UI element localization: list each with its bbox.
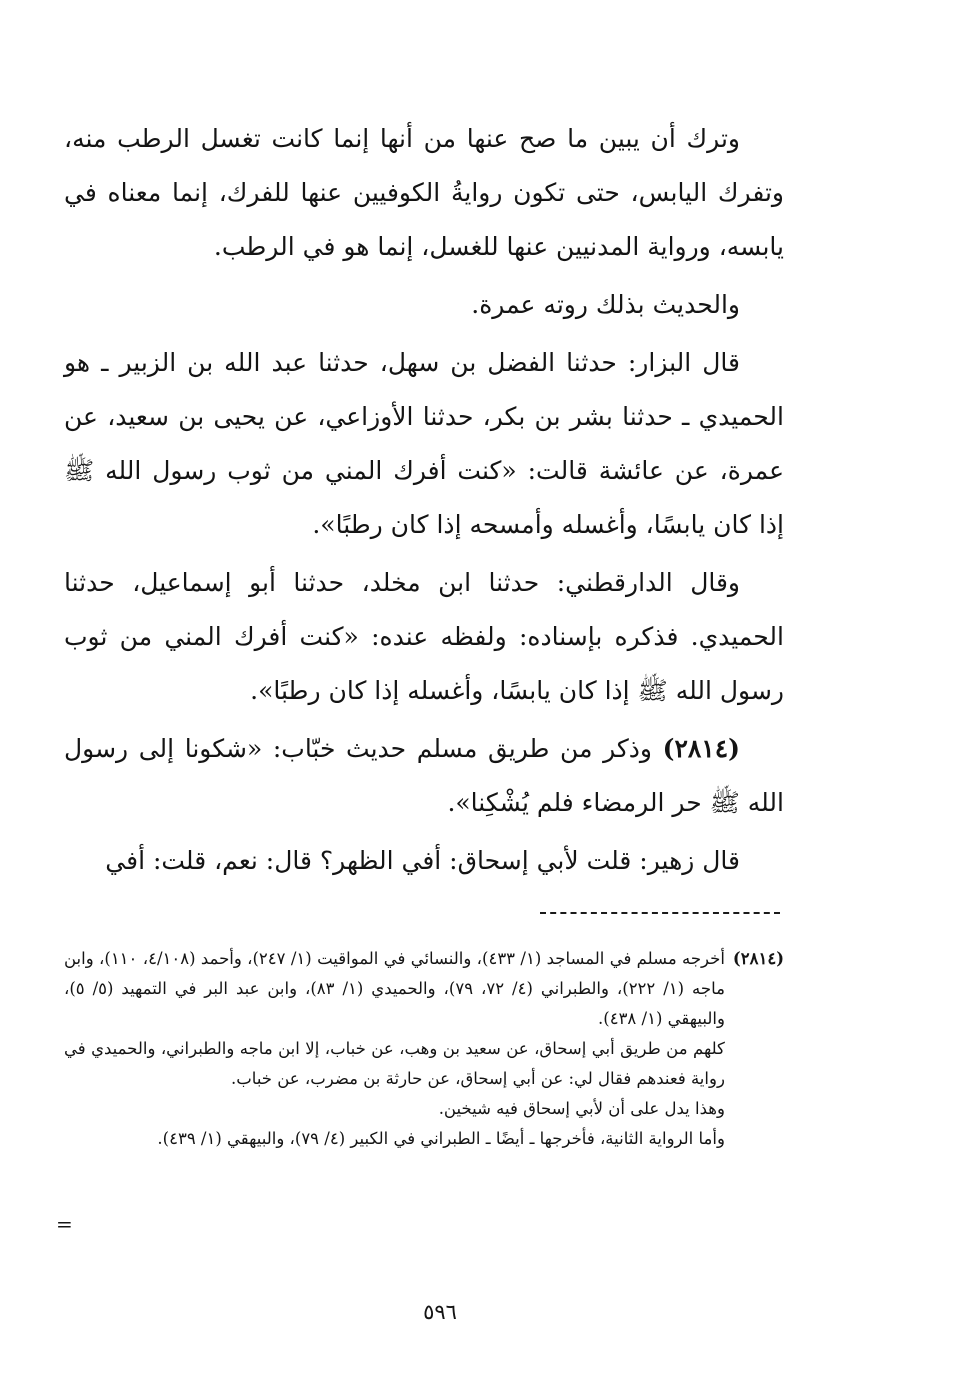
footnotes-section (64, 944, 784, 1154)
paragraph-5-text: وذكر من طريق مسلم حديث خبّاب: «شكونا إلى رسول الله ﷺ حر الرمضاء فلم يُشْكِنا». (64, 734, 784, 817)
footnote-line-2: كلهم من طريق أبي إسحاق، عن سعيد بن وهب، عن خباب، إلا ابن ماجه والطبراني، والحميدي في رواية فعندهم فقال لي: عن أبي إسحاق، عن حارثة بن مضرب، عن خباب. (64, 1039, 725, 1088)
footnote-line-1: أخرجه مسلم في المساجد (١/ ٤٣٣)، والنسائي في المواقيت (١/ ٢٤٧)، وأحمد (٤/١٠٨، ١١٠)، وابن ماجه (١/ ٢٢٢)، والطبراني (٤/ ٧٢، ٧٩)، والحميدي (١/ ٨٣)، وابن عبد البر في التمهيد (٥/ ٥)، والبيهقي (١/ ٤٣٨). (64, 949, 725, 1028)
paragraph-5 (64, 722, 784, 830)
hadith-number: (٢٨١٤) (662, 734, 740, 763)
footnote-2814 (64, 944, 784, 1154)
page-number: ٥٩٦ (423, 1300, 457, 1324)
paragraph-2: والحديث بذلك روته عمرة. (471, 290, 740, 319)
footnote-separator (540, 912, 780, 914)
footnote-body (64, 944, 725, 1154)
footnote-number: (٢٨١٤) (732, 949, 784, 968)
paragraph-4: وقال الدارقطني: حدثنا ابن مخلد، حدثنا أبو إسماعيل، حدثنا الحميدي. فذكره بإسناده: ولفظه عنده: «كنت أفرك المني من ثوب رسول الله ﷺ إذا كان يابسًا، وأغسله إذا كان رطبًا». (64, 568, 784, 705)
continuation-mark: = (56, 1212, 73, 1236)
footnote-line-4: وأما الرواية الثانية، فأخرجها ـ أيضًا ـ الطبراني في الكبير (٤/ ٧٩)، والبيهقي (١/ ٤٣٩). (157, 1129, 725, 1148)
paragraph-6: قال زهير: قلت لأبي إسحاق: أفي الظهر؟ قال: نعم، قلت: أفي (105, 846, 740, 875)
paragraph-1: وترك أن يبين ما صح عنها من أنها إنما كانت تغسل الرطب منه، وتفرك اليابس، حتى تكون روايةُ الكوفيين عنها للفرك، إنما معناه في يابسه، ورواية المدنيين عنها للغسل، إنما هو في الرطب. (64, 124, 784, 261)
paragraph-3: قال البزار: حدثنا الفضل بن سهل، حدثنا عبد الله بن الزبير ـ هو الحميدي ـ حدثنا بشر بن بكر، حدثنا الأوزاعي، عن يحيى بن سعيد، عن عمرة، عن عائشة قالت: «كنت أفرك المني من ثوب رسول الله ﷺ إذا كان يابسًا، وأغسله وأمسحه إذا كان رطبًا». (64, 348, 784, 539)
footnote-line-3: وهذا يدل على أن لأبي إسحاق فيه شيخين. (438, 1099, 725, 1118)
main-text-body (64, 112, 784, 892)
